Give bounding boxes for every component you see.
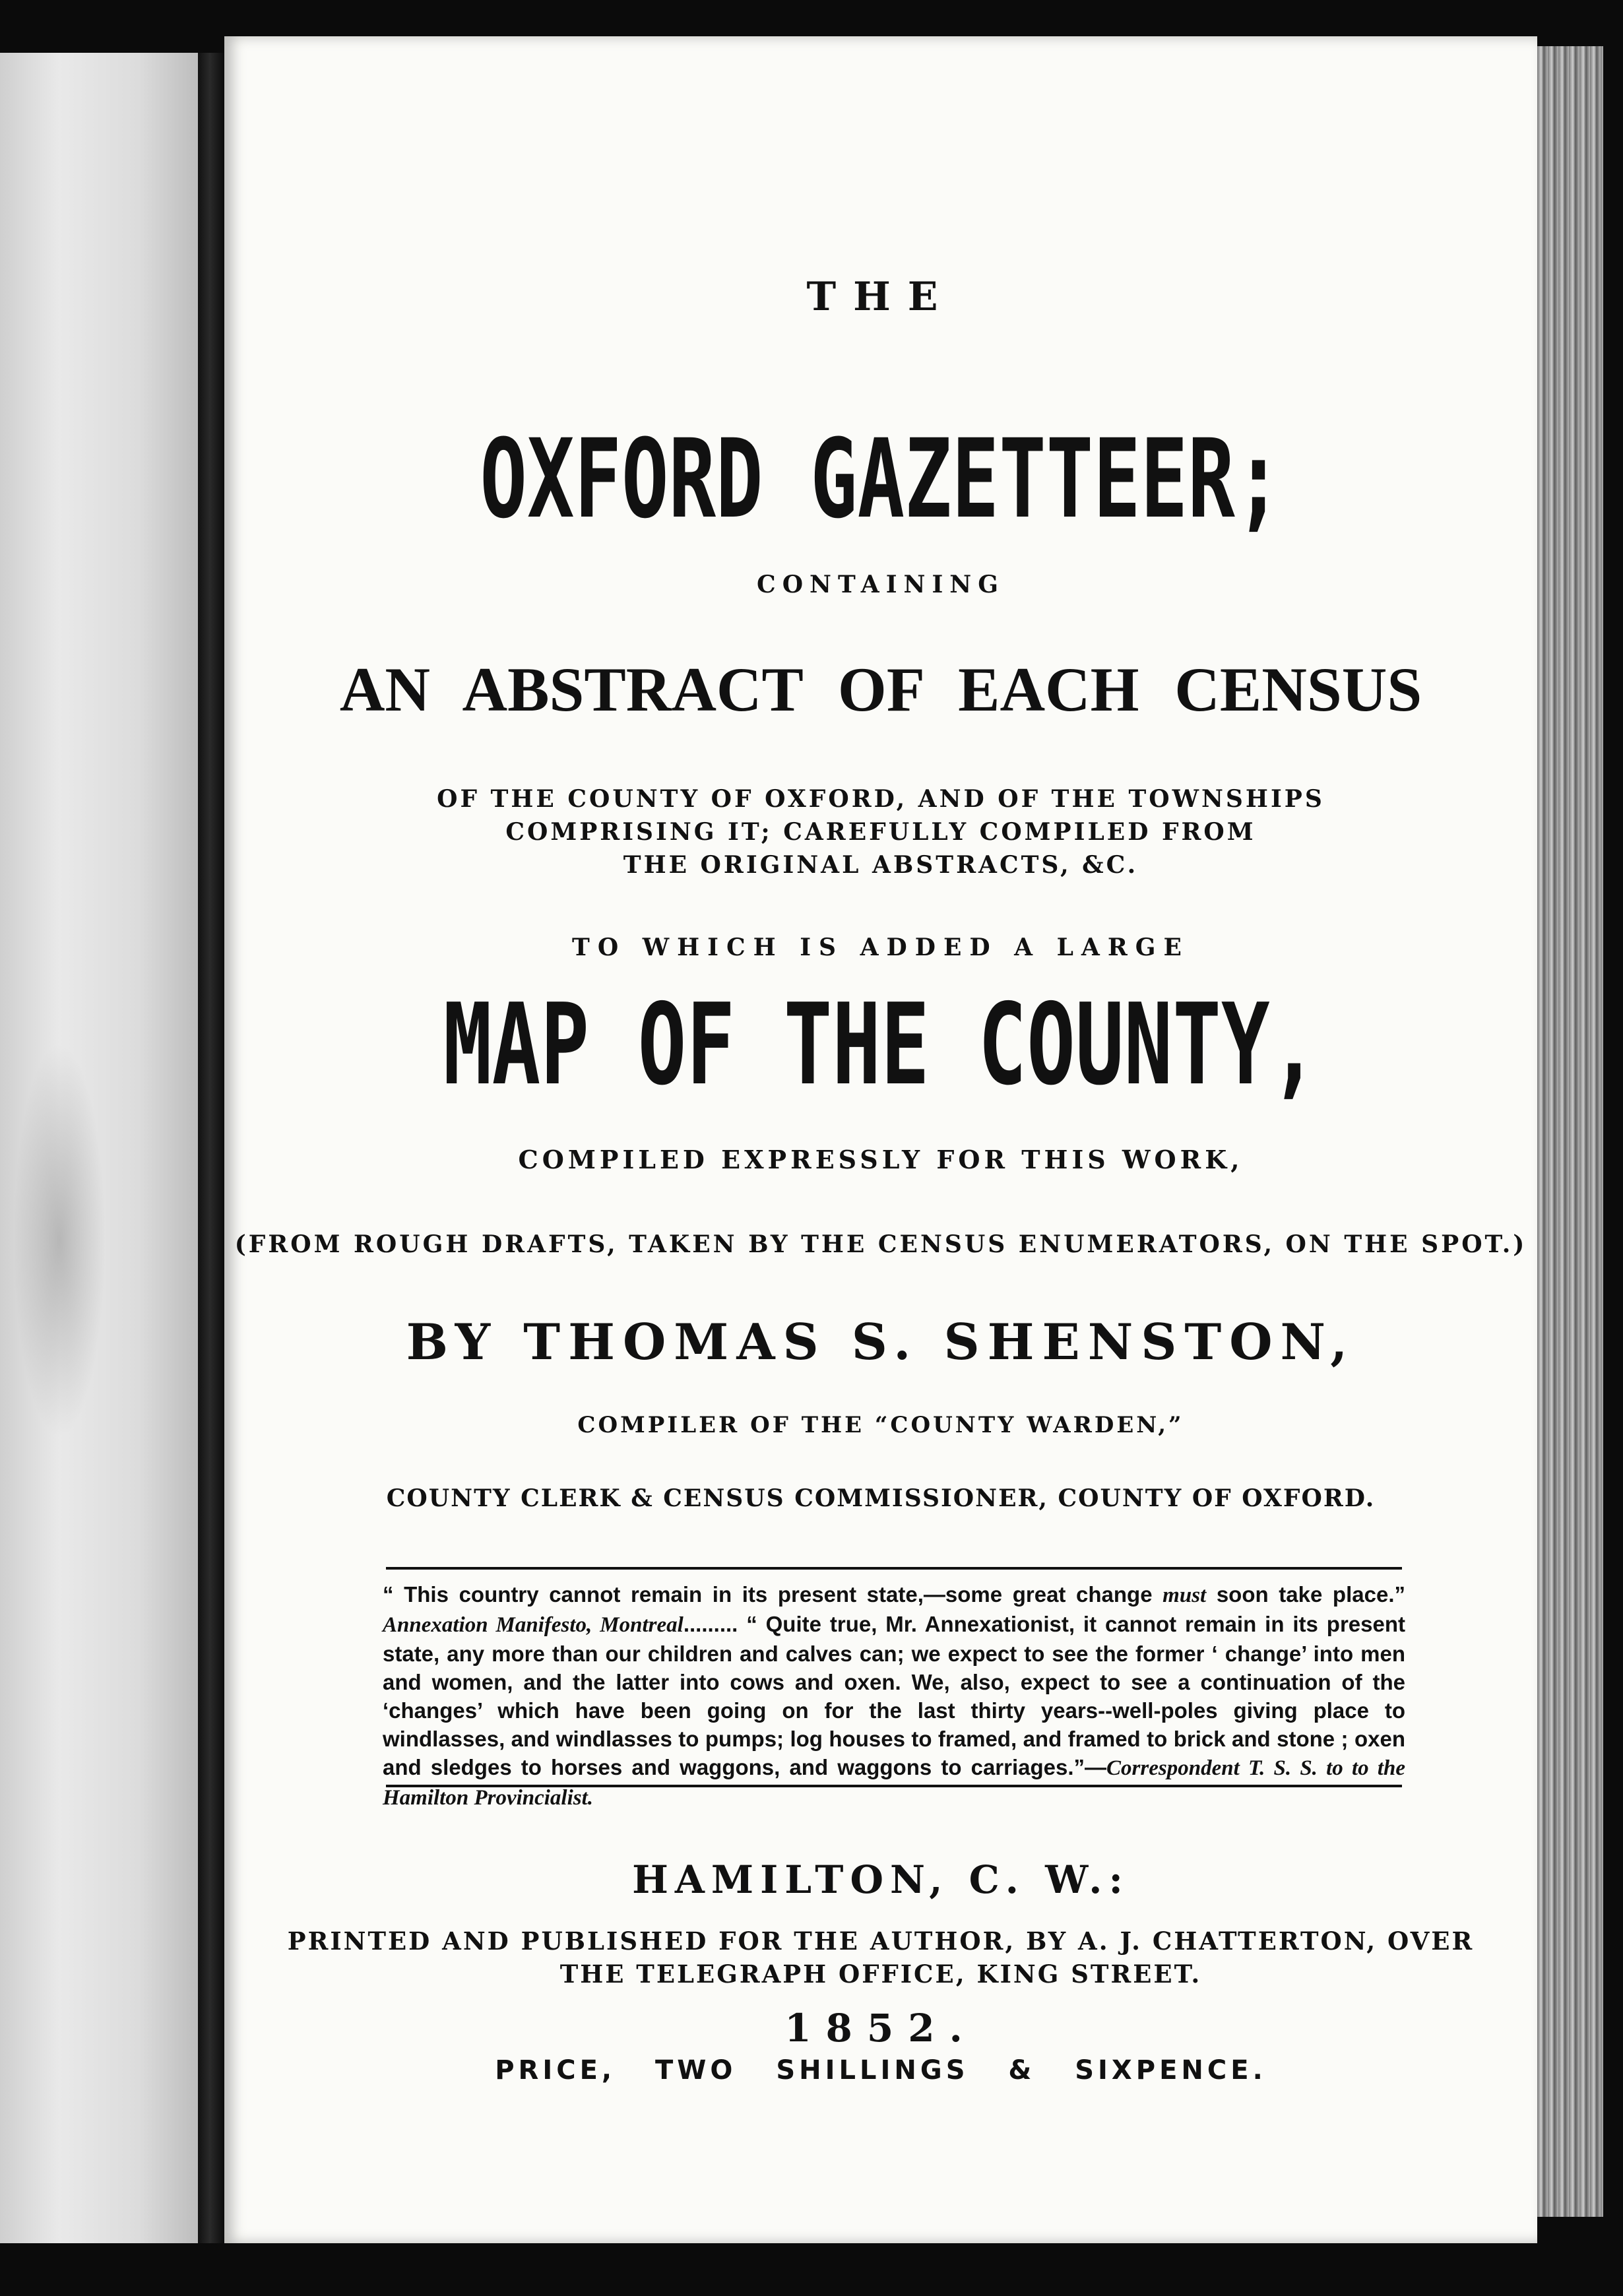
description-line-2: COMPRISING IT; CAREFULLY COMPILED FROM	[505, 818, 1256, 846]
quote-rule-bottom	[386, 1785, 1402, 1787]
compiled-line: COMPILED EXPRESSLY FOR THIS WORK,	[518, 1145, 1244, 1174]
imprint-price: PRICE, TWO SHILLINGS & SIXPENCE.	[495, 2055, 1267, 2086]
author-line: BY THOMAS S. SHENSTON,	[406, 1313, 1356, 1371]
book-title	[224, 416, 1537, 542]
quote-part-2: soon take place.”	[1206, 1582, 1405, 1607]
facing-page	[0, 53, 198, 2243]
imprint-printer-line-1: PRINTED AND PUBLISHED FOR THE AUTHOR, BY A. J. CHATTERTON, OVER	[287, 1927, 1475, 1956]
containing-line: CONTAINING	[757, 571, 1005, 598]
map-heading-text: MAP OF THE COUNTY,	[443, 980, 1319, 1110]
description-line-1: OF THE COUNTY OF OXFORD, AND OF THE TOWNSHIPS	[437, 785, 1325, 813]
added-line: TO WHICH IS ADDED A LARGE	[572, 934, 1190, 961]
book-gutter	[198, 53, 224, 2243]
quote-part-1: “ This country cannot remain in its present state,—some great change	[383, 1582, 1163, 1607]
quote-source-1: Annexation Manifesto, Montreal	[383, 1613, 684, 1637]
epigraph-quote	[383, 1580, 1405, 1812]
compiler-line: COMPILER OF THE “COUNTY WARDEN,”	[577, 1412, 1184, 1438]
quote-rule-top	[386, 1567, 1402, 1570]
clerk-line: COUNTY CLERK & CENSUS COMMISSIONER, COUNTY OF OXFORD.	[386, 1484, 1376, 1512]
map-heading	[224, 980, 1537, 1110]
imprint-printer-line-2: THE TELEGRAPH OFFICE, KING STREET.	[559, 1960, 1202, 1989]
description-line-3: THE ORIGINAL ABSTRACTS, &C.	[623, 851, 1139, 879]
title-page-content	[224, 36, 1537, 2243]
title-page	[224, 36, 1537, 2243]
rough-drafts-line: (FROM ROUGH DRAFTS, TAKEN BY THE CENSUS ENUMERATORS, ON THE SPOT.)	[234, 1230, 1527, 1258]
imprint-city: HAMILTON, C. W.:	[632, 1857, 1130, 1902]
heading-the: THE	[806, 274, 955, 320]
quote-part-3: ......... “ Quite true, Mr. Annexationist, it cannot remain in its present state, any more than our children and calves can; we expect to see the former ‘ change’ into men and women, and the latter into cows and oxen. We, also, expect to see a continuation of the ‘changes’ which have been going on for the last thirty years--well-poles giving place to windlasses, and windlasses to pumps; log houses to framed, and framed to brick and stone ; oxen and sledges to horses and waggons, and waggons to carriages.”—	[383, 1612, 1405, 1779]
quote-source-2: Correspondent T. S. S. to to the Hamilton Provincialist.	[383, 1756, 1405, 1810]
abstract-heading: AN ABSTRACT OF EACH CENSUS	[339, 654, 1422, 724]
imprint-year: 1852.	[784, 2006, 977, 2051]
book-title-text: OXFORD GAZETTEER;	[480, 416, 1282, 542]
page-edges	[1537, 46, 1603, 2217]
quote-must: must	[1162, 1583, 1207, 1607]
